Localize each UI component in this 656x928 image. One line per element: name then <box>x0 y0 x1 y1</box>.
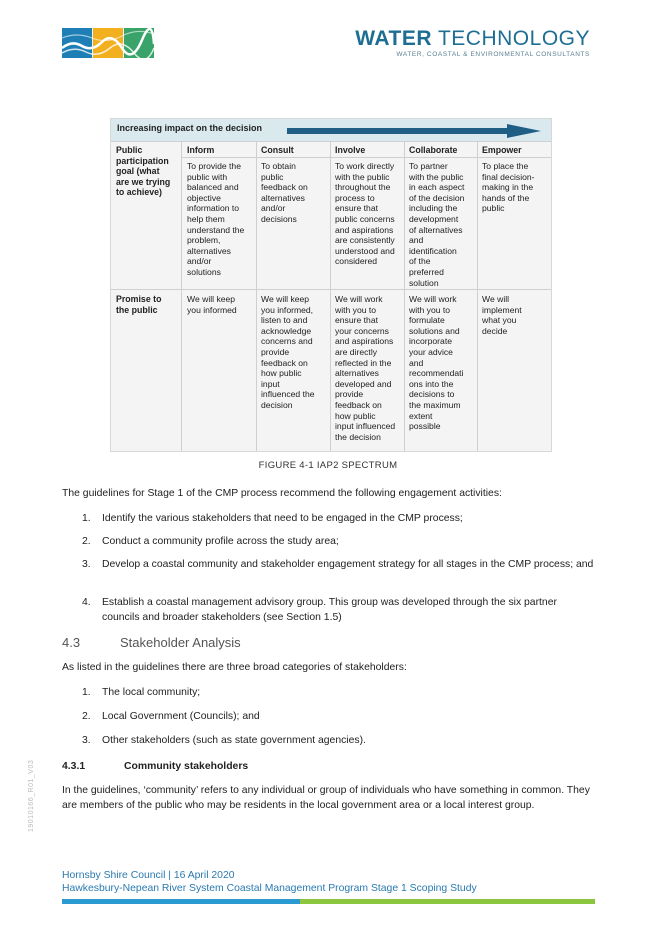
promise-involve: We will work with you to ensure that your concerns and aspirations are directly reflected in the alternatives developed and provide feedback on how public input influenced the decision <box>335 294 396 442</box>
community-paragraph: In the guidelines, ‘community’ refers to any individual or group of individuals who have something in common. They are members of the public who may be residents in the local government area or a local interest group. <box>62 785 590 811</box>
row-label-promise: Promise to the public <box>116 294 162 315</box>
column-header-consult: Consult <box>261 145 294 155</box>
goal-empower: To place the final decision- making in the hands of the public <box>482 161 535 214</box>
page-footer <box>62 870 477 895</box>
goal-consult: To obtain public feedback on alternatives and/or decisions <box>261 161 308 224</box>
categories-paragraph: As listed in the guidelines there are three broad categories of stakeholders: <box>62 662 407 673</box>
brand-wordmark: WATER TECHNOLOGY WATER, COASTAL & ENVIRONMENTAL CONSULTANTS <box>355 27 590 58</box>
section-heading-4-3: 4.3 Stakeholder Analysis <box>62 635 241 650</box>
arrow-right-icon <box>287 124 541 138</box>
column-header-involve: Involve <box>335 145 366 155</box>
footer-line-1: Hornsby Shire Council | 16 April 2020 <box>62 870 235 881</box>
figure-caption: FIGURE 4-1 IAP2 SPECTRUM <box>258 460 398 471</box>
promise-collaborate: We will work with you to formulate solutions and incorporate your advice and recommendati ons into the decisions to the maximum extent possible <box>409 294 464 432</box>
figure-heading-bar <box>111 119 551 141</box>
promise-inform: We will keep you informed <box>187 294 237 315</box>
column-header-inform: Inform <box>187 145 215 155</box>
goal-involve: To work directly with the public throughout the process to ensure that public concerns and aspirations are consistently understood and considered <box>335 161 395 267</box>
goal-collaborate: To partner with the public in each aspect of the decision including the development of alternatives and identification of the preferred solution <box>409 161 465 288</box>
section-heading-4-3-1: 4.3.1 Community stakeholders <box>62 761 249 772</box>
promise-empower: We will implement what you decide <box>482 294 522 336</box>
promise-consult: We will keep you informed, listen to and acknowledge concerns and provide feedback on how public input influenced the decision <box>261 294 315 410</box>
footer-line-2: Hawkesbury-Nepean River System Coastal Management Program Stage 1 Scoping Study <box>62 882 477 894</box>
company-logo <box>62 28 154 58</box>
iap2-spectrum-figure <box>110 118 552 452</box>
figure-heading: Increasing impact on the decision <box>117 123 263 133</box>
column-header-empower: Empower <box>482 145 522 155</box>
goal-inform: To provide the public with balanced and objective information to help them understand the problem, alternatives and/or solutions <box>187 161 245 277</box>
row-label-goal: Public participation goal (what are we trying to achieve) <box>116 145 171 198</box>
footer-bar-accent <box>300 899 595 904</box>
intro-paragraph: The guidelines for Stage 1 of the CMP process recommend the following engagement activities: <box>62 488 502 499</box>
column-header-collaborate: Collaborate <box>409 145 458 155</box>
document-code: 19010166_R01_V03 <box>28 759 35 832</box>
